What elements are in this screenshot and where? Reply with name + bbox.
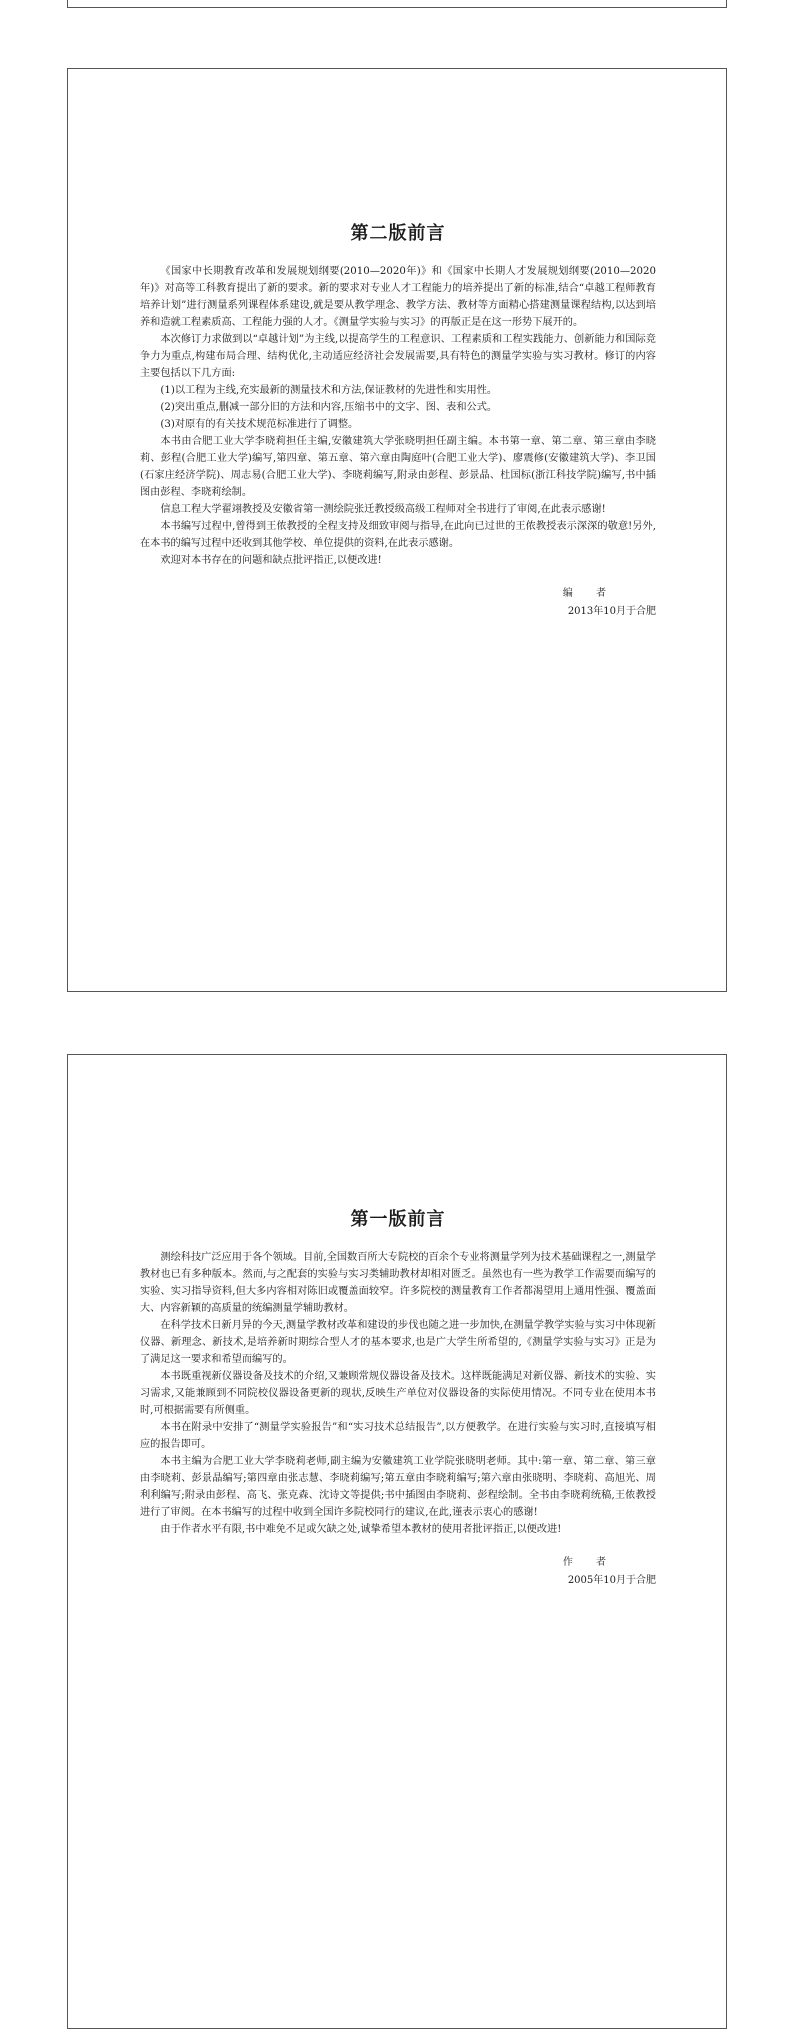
- date-place: 2013年10月于合肥: [567, 606, 656, 617]
- paragraph: 由于作者水平有限,书中难免不足或欠缺之处,诚挚希望本教材的使用者批评指正,以便改进!: [160, 1524, 562, 1535]
- previous-page-edge: [67, 0, 727, 8]
- author-signature: 作 者: [562, 1557, 616, 1568]
- paragraph: 在科学技术日新月异的今天,测量学教材改革和建设的步伐也随之进一步加快,在测量学教学实验与实习中体现新仪器、新理念、新技术,是培养新时期综合型人才的基本要求,也是广大学生所希望的,《测量学实验与实习》正是为了满足这一要求和希望而编写的。: [140, 1320, 656, 1365]
- author-signature: 编 者: [562, 588, 616, 599]
- signature-block: [140, 585, 656, 621]
- paragraph: 本书编写过程中,曾得到王侬教授的全程支持及细致审阅与指导,在此向已过世的王侬教授表示深深的敬意!另外,在本书的编写过程中还收到其他学校、单位提供的资料,在此表示感谢。: [140, 521, 656, 549]
- signature-block: [140, 1554, 656, 1590]
- paragraph: 测绘科技广泛应用于各个领域。目前,全国数百所大专院校的百余个专业将测量学列为技术基础课程之一,测量学教材也已有多种版本。然而,与之配套的实验与实习类辅助教材却相对匮乏。虽然也有一些为教学工作需要而编写的实验、实习指导资料,但大多内容相对陈旧或覆盖面较窄。许多院校的测量教育工作者都渴望用上通用性强、覆盖面大、内容新颖的高质量的统编测量学辅助教材。: [140, 1252, 656, 1314]
- first-preface-content: [140, 1205, 656, 1590]
- paragraph: (3)对原有的有关技术规范标准进行了调整。: [160, 419, 359, 430]
- paragraph: 本书主编为合肥工业大学李晓莉老师,副主编为安徽建筑工业学院张晓明老师。其中:第一章、第二章、第三章由李晓莉、彭景晶编写;第四章由张志慧、李晓莉编写;第五章由李晓莉编写;第六章由张晓明、李晓莉、高旭光、周利利编写;附录由彭程、高飞、张克森、沈诗文等提供;书中插图由李晓莉、彭程绘制。全书由李晓莉统稿,王侬教授进行了审阅。在本书编写的过程中收到全国许多院校同行的建议,在此,谨表示衷心的感谢!: [140, 1456, 656, 1518]
- paragraph: 《国家中长期教育改革和发展规划纲要(2010—2020年)》和《国家中长期人才发展规划纲要(2010—2020年)》对高等工科教育提出了新的要求。新的要求对专业人才工程能力的培养提出了新的标准,结合“卓越工程师教育培养计划”进行测量系列课程体系建设,就是要从教学理念、教学方法、教材等方面精心搭建测量课程结构,以达到培养和造就工程素质高、工程能力强的人才。《测量学实验与实习》的再版正是在这一形势下展开的。: [140, 266, 656, 328]
- paragraph: (1)以工程为主线,充实最新的测量技术和方法,保证教材的先进性和实用性。: [160, 385, 498, 396]
- paragraph: 本书在附录中安排了“测量学实验报告”和“实习技术总结报告”,以方便教学。在进行实验与实习时,直接填写相应的报告即可。: [140, 1422, 656, 1450]
- paragraph: 本次修订力求做到以“卓越计划”为主线,以提高学生的工程意识、工程素质和工程实践能力、创新能力和国际竞争力为重点,构建布局合理、结构优化,主动适应经济社会发展需要,具有特色的测量学实验与实习教材。修订的内容主要包括以下几方面:: [140, 334, 656, 379]
- page-title: 第二版前言: [350, 223, 446, 244]
- page-second-preface: [67, 68, 727, 992]
- paragraph: 信息工程大学翟翊教授及安徽省第一测绘院张迁教授级高级工程师对全书进行了审阅,在此表示感谢!: [160, 504, 606, 515]
- paragraph: 本书由合肥工业大学李晓莉担任主编,安徽建筑大学张晓明担任副主编。本书第一章、第二章、第三章由李晓莉、彭程(合肥工业大学)编写,第四章、第五章、第六章由陶庭叶(合肥工业大学)、廖震修(安徽建筑大学)、李卫国(石家庄经济学院)、周志易(合肥工业大学)、李晓莉编写,附录由彭程、彭景晶、杜国标(浙江科技学院)编写,书中插图由彭程、李晓莉绘制。: [140, 436, 656, 498]
- page-first-preface: [67, 1054, 727, 2029]
- page-title: 第一版前言: [350, 1209, 446, 1230]
- date-place: 2005年10月于合肥: [567, 1575, 656, 1586]
- paragraph: 本书既重视新仪器设备及技术的介绍,又兼顾常规仪器设备及技术。这样既能满足对新仪器、新技术的实验、实习需求,又能兼顾到不同院校仪器设备更新的现状,反映生产单位对仪器设备的实际使用情况。不同专业在使用本书时,可根据需要有所侧重。: [140, 1371, 656, 1416]
- paragraph: 欢迎对本书存在的问题和缺点批评指正,以便改进!: [160, 555, 382, 566]
- paragraph: (2)突出重点,删减一部分旧的方法和内容,压缩书中的文字、图、表和公式。: [160, 402, 498, 413]
- second-preface-content: [140, 219, 656, 621]
